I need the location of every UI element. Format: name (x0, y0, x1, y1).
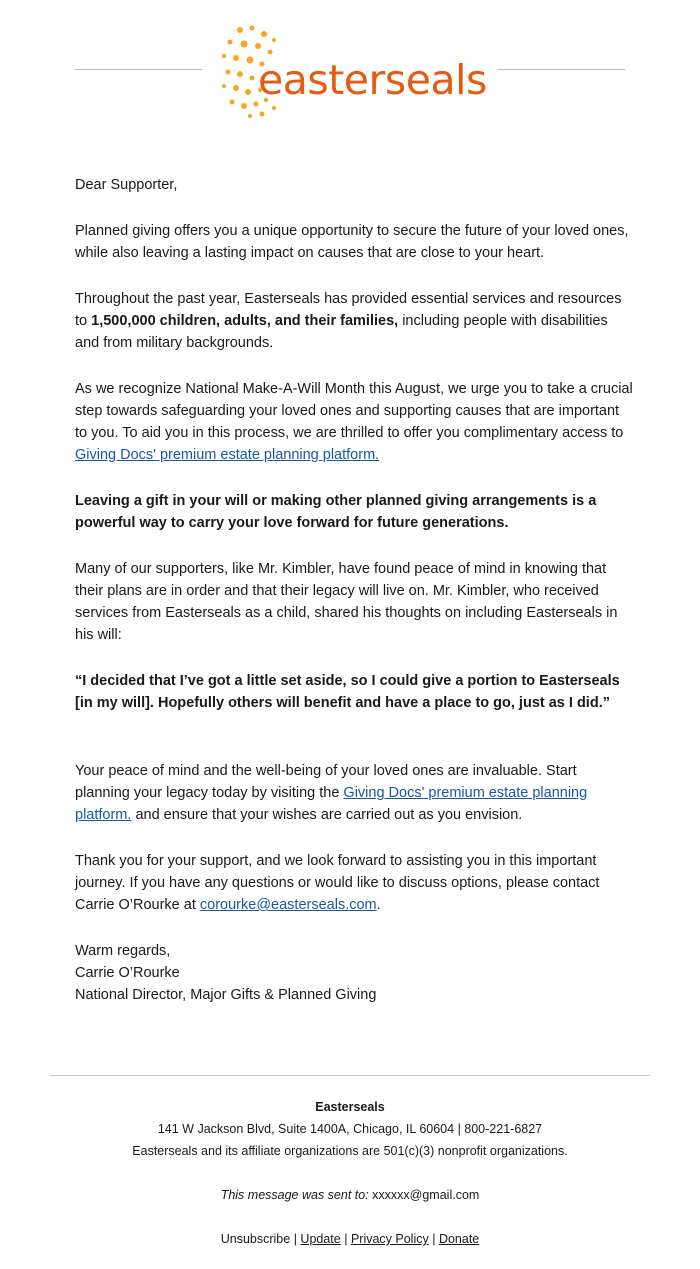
paragraph-will-month-text (75, 378, 635, 466)
email-header (0, 0, 700, 140)
start-planning-text (75, 760, 635, 826)
footer-separator: | (340, 1232, 351, 1246)
letter-signature (75, 940, 635, 1006)
footer-org-name: Easterseals (315, 1100, 385, 1114)
thank-you-text (75, 850, 635, 916)
footer-links (0, 1228, 700, 1250)
impact-text-bold: 1,500,000 children, adults, and their families, (91, 313, 399, 329)
paragraph-impact (75, 288, 635, 354)
footer-sent-to (0, 1184, 700, 1206)
kimbler-text: Many of our supporters, like Mr. Kimbler, have found peace of mind in knowing that their plans are in order and that their legacy will live on. Mr. Kimbler, who received services from Easterseals as a child, shared his thoughts on including Easterseals in his will: (75, 561, 618, 643)
paragraph-thank-you (75, 850, 635, 916)
giving-docs-link-2[interactable]: Giving Docs' premium estate planning platform. (75, 785, 588, 823)
thank-you-text-start: Thank you for your support, and we look forward to assisting you in this important journey. If you have any questions or would like to discuss options, please contact Carrie O’Rourke at (75, 853, 600, 913)
paragraph-gift-emphasis (75, 490, 635, 534)
paragraph-kimbler (75, 558, 635, 646)
footer-separator: | (290, 1232, 301, 1246)
paragraph-impact-text (75, 288, 635, 354)
start-planning-text-start: Your peace of mind and the well-being of your loved ones are invaluable. Start planning your legacy today by visiting the (75, 763, 577, 801)
closing-text: Warm regards, (75, 943, 171, 959)
sent-to-label: This message was sent to: (220, 1188, 369, 1202)
thank-you-text-end: . (376, 897, 381, 913)
paragraph-start-planning (75, 760, 635, 826)
giving-docs-link-1[interactable]: Giving Docs' premium estate planning platform. (75, 447, 380, 463)
unsubscribe-link[interactable]: Unsubscribe (220, 1232, 291, 1246)
footer-separator: | (428, 1232, 439, 1246)
footer-address: 141 W Jackson Blvd, Suite 1400A, Chicago, IL 60604 | 800-221-6827 (157, 1122, 543, 1136)
letter-greeting (75, 174, 635, 196)
start-planning-text-end: and ensure that your wishes are carried out as you envision. (131, 807, 523, 823)
footer-divider (50, 1075, 650, 1076)
kimbler-quote (75, 670, 635, 714)
greeting-text: Dear Supporter, (75, 177, 178, 193)
impact-text-start: Throughout the past year, Easterseals has provided essential services and resources to (75, 291, 622, 329)
gift-emphasis-text: Leaving a gift in your will or making other planned giving arrangements is a powerful way to carry your love forward for future generations. (75, 493, 597, 531)
will-month-text-start: As we recognize National Make-A-Will Month this August, we urge you to take a crucial step towards safeguarding your loved ones and supporting causes that are important to you. To aid you in this process, we are thrilled to offer you complimentary access to (75, 381, 633, 441)
footer-nonprofit-note: Easterseals and its affiliate organizations are 501(c)(3) nonprofit organizations. (132, 1144, 568, 1158)
paragraph-intro-text: Planned giving offers you a unique opportunity to secure the future of your loved ones, while also leaving a lasting impact on causes that are close to your heart. (75, 223, 629, 261)
impact-text-end: including people with disabilities and from military backgrounds. (75, 313, 608, 351)
signer-title: National Director, Major Gifts & Planned Giving (75, 987, 377, 1003)
header-rule-right (498, 69, 625, 70)
sent-to-email: xxxxxx@gmail.com (372, 1188, 480, 1202)
paragraph-intro (75, 220, 635, 264)
footer-org-info (0, 1096, 700, 1162)
header-rule-left (75, 69, 202, 70)
kimbler-quote-text: “I decided that I’ve got a little set aside, so I could give a portion to Easterseals [in my will]. Hopefully others will benefit and have a place to go, just as I did.” (75, 673, 620, 711)
update-link[interactable]: Update (300, 1232, 341, 1246)
easterseals-logo[interactable] (218, 20, 488, 120)
signer-name: Carrie O’Rourke (75, 965, 180, 981)
privacy-policy-link[interactable]: Privacy Policy (350, 1232, 429, 1246)
contact-email-link[interactable]: corourke@easterseals.com (199, 897, 377, 913)
logo-wordmark: easterseals (258, 56, 487, 104)
paragraph-will-month (75, 378, 635, 466)
donate-link[interactable]: Donate (438, 1232, 480, 1246)
